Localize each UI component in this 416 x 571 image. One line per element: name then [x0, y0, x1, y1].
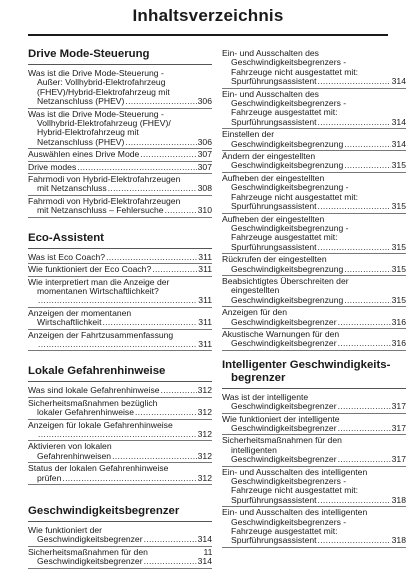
toc-entry-text: momentanen Wirtschaftlichkeit?: [37, 285, 159, 296]
toc-section: [28, 365, 212, 485]
toc-entry-text: Was ist die Drive Mode-Steuerung -: [28, 68, 164, 78]
toc-entry[interactable]: [28, 264, 212, 276]
toc-entry-text: Geschwindigkeitsbegrenzung -: [231, 222, 349, 233]
toc-entry-text: Aufheben der eingestellten: [222, 172, 325, 183]
leader-dots: [62, 474, 196, 483]
toc-entry-text: Spurführungsassistent: [231, 76, 317, 87]
toc-entry[interactable]: [28, 109, 212, 150]
toc-page-number: 315: [391, 160, 406, 171]
toc-entry-text: Was ist Eco Coach?: [28, 251, 106, 262]
leader-dots: [318, 243, 391, 252]
toc-entry-text: Sicherheitsmaßnahmen für den: [222, 435, 342, 446]
toc-entry-text: lokaler Gefahrenhinweise: [37, 407, 134, 418]
toc-entry-text: Einstellen der: [222, 129, 275, 140]
toc-entry-text: Netzanschluss (PHEV): [37, 136, 125, 147]
leader-dots: [344, 265, 390, 274]
toc-entry[interactable]: [28, 463, 212, 485]
toc-entry-text: Anzeigen für den: [222, 307, 287, 318]
toc-page-number: 315: [391, 201, 406, 212]
leader-dots: [125, 138, 196, 147]
toc-entry-text: Ein- und Ausschalten des: [222, 48, 319, 58]
toc-entry-text: Außer: Vollhybrid-Elektrofahrzeug: [37, 77, 166, 88]
toc-entry-text: prüfen: [37, 472, 62, 483]
toc-page-number: 306: [197, 136, 212, 147]
toc-section: [28, 232, 212, 352]
toc-entry-text: Ein- und Ausschalten des intelligenten: [222, 466, 368, 477]
toc-entry[interactable]: [222, 129, 406, 151]
toc-page-number: 312: [197, 428, 212, 439]
toc-page-number: 312: [197, 472, 212, 483]
toc-entry-text: Ein- und Ausschalten des: [222, 88, 319, 99]
leader-dots: [144, 557, 197, 566]
toc-entry-text: Wirtschaftlichkeit: [37, 317, 102, 328]
toc-entry-text: Was ist die Drive Mode-Steuerung -: [28, 108, 164, 119]
toc-entry-text: Spurführungsassistent: [231, 535, 317, 546]
toc-entry-text: Geschwindigkeitsbegrenzer: [231, 316, 337, 327]
toc-page-number: 307: [197, 161, 212, 172]
toc-entry[interactable]: [28, 525, 212, 547]
toc-entry-text: Geschwindigkeitsbegrenzung: [231, 138, 344, 149]
toc-entry[interactable]: [222, 307, 406, 329]
toc-entry-text: Spurführungsassistent: [231, 116, 317, 127]
toc-entry-text: Ändern der eingestellten: [222, 151, 316, 162]
leader-dots: [338, 339, 391, 348]
toc-entry-text: Fahrzeuge nicht ausgestattet mit:: [231, 66, 359, 77]
section-heading: Eco-Assistent: [28, 232, 212, 249]
page-title: Inhaltsverzeichnis: [132, 6, 284, 25]
leader-dots: [318, 77, 391, 86]
toc-entry[interactable]: [28, 385, 212, 397]
toc-page-number: 317: [391, 454, 406, 465]
toc-entry[interactable]: [28, 420, 212, 442]
leader-dots: [108, 184, 197, 193]
toc-page-number: 315: [391, 241, 406, 252]
toc-entry-text: Geschwindigkeitsbegrenzung: [231, 263, 344, 274]
toc-page-number: 318: [391, 535, 406, 546]
section-heading: Lokale Gefahrenhinweise: [28, 365, 212, 382]
toc-entry-text: Fahrzeuge nicht ausgestattet mit:: [231, 191, 359, 202]
leader-dots: [344, 161, 390, 170]
toc-entry-text: Netzanschluss (PHEV): [37, 96, 125, 107]
leader-dots: [112, 452, 197, 461]
toc-entry[interactable]: [28, 149, 212, 161]
toc-entry-text: Rückrufen der eingestellten: [222, 254, 327, 265]
toc-entry-text: Wie interpretiert man die Anzeige der: [28, 276, 170, 287]
toc-page-number: 314: [391, 76, 406, 87]
toc-entry[interactable]: [222, 435, 406, 466]
leader-dots: [38, 430, 197, 439]
toc-page-number: 314: [197, 556, 212, 567]
toc-entry[interactable]: [222, 173, 406, 214]
toc-entry-text: Beabsichtigtes Überschreiten der: [222, 275, 349, 286]
toc-page-number: 314: [197, 534, 212, 545]
toc-entry[interactable]: [28, 68, 212, 109]
toc-entry[interactable]: [222, 507, 406, 548]
toc-entry-text: Geschwindigkeitsbegrenzers -: [231, 98, 347, 109]
toc-page-number: 317: [391, 423, 406, 433]
toc-entry[interactable]: [28, 174, 212, 196]
toc-entry[interactable]: [222, 151, 406, 173]
toc-entry-text: Anzeigen für lokale Gefahrenhinweise: [28, 419, 173, 430]
toc-section: [222, 359, 406, 548]
toc-entry[interactable]: [28, 196, 212, 218]
toc-entry[interactable]: [222, 89, 406, 130]
toc-entry[interactable]: [28, 441, 212, 463]
toc-page-number: 311: [198, 264, 212, 275]
toc-entry-text: mit Netzanschluss: [37, 183, 107, 194]
leader-dots: [338, 318, 391, 327]
toc-entry-text: Anzeigen der Fahrtzusammenfassung: [28, 329, 174, 340]
leader-dots: [102, 318, 197, 327]
toc-entry-text: Geschwindigkeitsbegrenzer: [231, 401, 337, 412]
toc-page-number: 312: [197, 385, 212, 396]
toc-page-number: 316: [391, 338, 406, 349]
leader-dots: [318, 496, 391, 505]
toc-entry-text: Gefahrenhinweisen: [37, 450, 112, 461]
section-heading: Geschwindigkeitsbegrenzer: [28, 505, 212, 522]
toc-entry-text: Fahrzeuge ausgestattet mit:: [231, 107, 338, 118]
toc-entry-text: Was ist der intelligente: [222, 391, 309, 402]
toc-page-number: 306: [197, 96, 212, 107]
toc-entry-text: Fahrmodi von Hybrid-Elektrofahrzeugen: [28, 195, 181, 206]
toc-entry-text: Wie funktioniert der Eco Coach?: [28, 264, 152, 275]
leader-dots: [344, 140, 390, 149]
toc-entry-text: Geschwindigkeitsbegrenzers -: [231, 516, 347, 527]
toc-entry-text: Akustische Warnungen für den: [222, 328, 340, 339]
page-number: 11: [203, 547, 213, 557]
toc-entry-text: Was sind lokale Gefahrenhinweise: [28, 385, 160, 396]
toc-entry[interactable]: [222, 276, 406, 307]
toc-entry[interactable]: [222, 467, 406, 508]
toc-entry-text: (FHEV)/Hybrid-Elektrofahrzeug mit: [37, 86, 170, 97]
title-divider: [28, 34, 388, 36]
toc-entry-text: Auswählen eines Drive Mode: [28, 149, 140, 160]
toc-entry[interactable]: [222, 254, 406, 276]
toc-entry[interactable]: [28, 398, 212, 420]
toc-entry-text: Geschwindigkeitsbegrenzer: [37, 556, 143, 567]
toc-page-number: 312: [197, 407, 212, 418]
toc-entry-text: Geschwindigkeitsbegrenzers -: [231, 476, 347, 487]
leader-dots: [344, 296, 390, 305]
toc-entry[interactable]: [222, 329, 406, 351]
leader-dots: [152, 265, 197, 274]
leader-dots: [338, 402, 391, 411]
leader-dots: [318, 202, 391, 211]
leader-dots: [144, 535, 197, 544]
toc-entry[interactable]: [222, 392, 406, 414]
toc-entry-text: Spurführungsassistent: [231, 201, 317, 212]
toc-entry-text: Geschwindigkeitsbegrenzer: [231, 338, 337, 349]
toc-entry-text: Geschwindigkeitsbegrenzer: [231, 454, 337, 465]
toc-entry[interactable]: [28, 252, 212, 264]
toc-entry-text: mit Netzanschluss – Fehlersuche: [37, 205, 164, 216]
leader-dots: [338, 455, 391, 464]
toc-entry[interactable]: [222, 48, 406, 89]
toc-page-number: 317: [391, 401, 406, 412]
toc-entry[interactable]: [28, 330, 212, 352]
toc-entry-text: Fahrmodi von Hybrid-Elektrofahrzeugen: [28, 174, 181, 185]
toc-entry[interactable]: [28, 308, 212, 330]
toc-entry-text: Hybrid-Elektrofahrzeug mit: [37, 127, 139, 138]
toc-entry-text: Geschwindigkeitsbegrenzer: [37, 534, 143, 545]
leader-dots: [135, 408, 197, 417]
toc-entry-text: Drive modes: [28, 161, 77, 172]
toc-entry-text: Geschwindigkeitsbegrenzung -: [231, 182, 349, 193]
leader-dots: [125, 97, 196, 106]
toc-entry[interactable]: [222, 214, 406, 255]
toc-entry-text: Wie funktioniert der: [28, 525, 103, 535]
leader-dots: [338, 424, 391, 433]
section-heading-line: Intelligenter Geschwindigkeits-: [222, 358, 391, 371]
leader-dots: [38, 296, 197, 305]
toc-section: [28, 505, 212, 569]
toc-entry-text: Spurführungsassistent: [231, 241, 317, 252]
toc-page-number: 314: [391, 116, 406, 127]
toc-entry-text: Geschwindigkeitsbegrenzer: [231, 423, 337, 433]
toc-entry-text: Aufheben der eingestellten: [222, 213, 325, 224]
toc-page-number: 312: [197, 450, 212, 461]
toc-entry-text: Status der lokalen Gefahrenhinweise: [28, 463, 169, 474]
toc-page-number: 318: [391, 494, 406, 505]
toc-page-number: 316: [391, 316, 406, 327]
leader-dots: [165, 206, 197, 215]
toc-entry-text: Aktivieren von lokalen: [28, 441, 112, 452]
leader-dots: [140, 150, 196, 159]
toc-entry[interactable]: [222, 414, 406, 436]
toc-page-number: 310: [197, 205, 212, 216]
toc-page-number: 315: [391, 294, 406, 305]
section-heading: Drive Mode-Steuerung: [28, 48, 212, 65]
toc-left-column: [28, 48, 212, 569]
leader-dots: [106, 253, 197, 262]
toc-entry[interactable]: [28, 162, 212, 174]
leader-dots: [38, 340, 197, 349]
toc-entry[interactable]: [28, 277, 212, 308]
toc-entry-text: Vollhybrid-Elektrofahrzeug (FHEV)/: [37, 118, 171, 129]
toc-page-number: 314: [391, 138, 406, 149]
section-heading: [222, 359, 406, 389]
toc-entry-text: eingestellten: [231, 285, 280, 296]
leader-dots: [318, 536, 391, 545]
toc-page-number: 315: [391, 263, 406, 274]
toc-section: [28, 48, 212, 218]
toc-entry-text: Anzeigen der momentanen: [28, 307, 132, 318]
toc-entry-text: Fahrzeuge ausgestattet mit:: [231, 232, 338, 243]
leader-dots: [77, 163, 196, 172]
toc-section: [222, 48, 406, 351]
toc-entry-text: Sicherheitsmaßnahmen für den: [28, 546, 148, 557]
leader-dots: [318, 118, 391, 127]
leader-dots: [161, 386, 197, 395]
toc-page-number: 311: [198, 251, 212, 262]
toc-entry-text: Geschwindigkeitsbegrenzers -: [231, 57, 347, 68]
toc-entry-text: intelligenten: [231, 444, 277, 455]
toc-page-number: 311: [198, 295, 212, 306]
toc-entry-text: Geschwindigkeitsbegrenzung: [231, 160, 344, 171]
toc-page-number: 308: [197, 183, 212, 194]
section-heading-line: begrenzer: [231, 371, 286, 384]
toc-entry-text: Ein- und Ausschalten des intelligenten: [222, 507, 368, 518]
toc-entry-text: Spurführungsassistent: [231, 494, 317, 505]
toc-entry-text: Fahrzeuge ausgestattet mit:: [231, 526, 338, 537]
toc-entry-text: Sicherheitsmaßnahmen bezüglich: [28, 397, 158, 408]
toc-right-column: [222, 48, 406, 548]
toc-entry-text: Geschwindigkeitsbegrenzung: [231, 294, 344, 305]
toc-entry-text: Wie funktioniert der intelligente: [222, 413, 340, 424]
toc-page-number: 311: [198, 338, 212, 349]
toc-entry-text: Fahrzeuge nicht ausgestattet mit:: [231, 485, 359, 496]
toc-page-number: 307: [197, 149, 212, 160]
toc-page-number: 311: [198, 317, 212, 328]
